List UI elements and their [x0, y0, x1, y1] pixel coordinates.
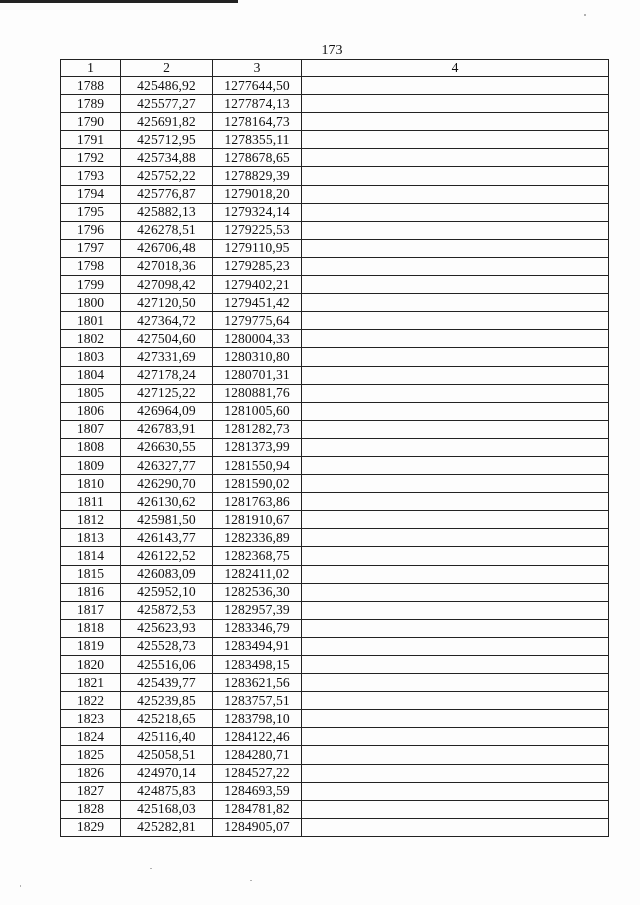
table-body: [61, 77, 609, 837]
table-row: [61, 493, 609, 511]
table-cell-col-2: 427178,24: [121, 366, 213, 384]
table-cell-col-4: [302, 402, 609, 420]
table-row: [61, 185, 609, 203]
table-cell-col-4: [302, 818, 609, 836]
table-cell-col-1: 1815: [61, 565, 121, 583]
table-cell-col-4: [302, 710, 609, 728]
table-cell-col-3: 1283346,79: [213, 619, 302, 637]
table-cell-col-4: [302, 565, 609, 583]
table-cell-col-3: 1280004,33: [213, 330, 302, 348]
table-cell-col-2: 425981,50: [121, 511, 213, 529]
scan-speck: [250, 880, 252, 881]
table-cell-col-3: 1279018,20: [213, 185, 302, 203]
table-cell-col-2: 425623,93: [121, 619, 213, 637]
table-row: [61, 203, 609, 221]
table-cell-col-2: 425577,27: [121, 95, 213, 113]
table-cell-col-2: 425734,88: [121, 149, 213, 167]
table-cell-col-1: 1808: [61, 438, 121, 456]
table-cell-col-4: [302, 185, 609, 203]
table-cell-col-3: 1280310,80: [213, 348, 302, 366]
table-cell-col-3: 1281590,02: [213, 475, 302, 493]
table-cell-col-2: 426083,09: [121, 565, 213, 583]
table-cell-col-1: 1803: [61, 348, 121, 366]
table-cell-col-4: [302, 294, 609, 312]
table-cell-col-4: [302, 511, 609, 529]
table-cell-col-4: [302, 583, 609, 601]
table-cell-col-3: 1278355,11: [213, 131, 302, 149]
table-cell-col-1: 1802: [61, 330, 121, 348]
table-cell-col-4: [302, 475, 609, 493]
table-cell-col-4: [302, 493, 609, 511]
table-cell-col-4: [302, 366, 609, 384]
table-cell-col-3: 1282368,75: [213, 547, 302, 565]
table-cell-col-3: 1283757,51: [213, 692, 302, 710]
table-cell-col-3: 1284905,07: [213, 818, 302, 836]
table-cell-col-1: 1818: [61, 619, 121, 637]
column-header: 1: [61, 60, 121, 77]
table-row: [61, 674, 609, 692]
table-cell-col-2: 424875,83: [121, 782, 213, 800]
table-row: [61, 167, 609, 185]
table-cell-col-3: 1278164,73: [213, 113, 302, 131]
table-cell-col-4: [302, 746, 609, 764]
table-row: [61, 348, 609, 366]
table-cell-col-2: 425439,77: [121, 674, 213, 692]
table-cell-col-4: [302, 619, 609, 637]
table-cell-col-3: 1279775,64: [213, 312, 302, 330]
table-row: [61, 456, 609, 474]
table-cell-col-4: [302, 420, 609, 438]
table-cell-col-2: 426706,48: [121, 239, 213, 257]
table-cell-col-2: 425486,92: [121, 77, 213, 95]
table-cell-col-3: 1282411,02: [213, 565, 302, 583]
table-cell-col-2: 425516,06: [121, 656, 213, 674]
table-cell-col-4: [302, 203, 609, 221]
table-row: [61, 420, 609, 438]
table-cell-col-3: 1282536,30: [213, 583, 302, 601]
table-row: [61, 77, 609, 95]
table-cell-col-1: 1790: [61, 113, 121, 131]
table-row: [61, 438, 609, 456]
table-cell-col-3: 1283798,10: [213, 710, 302, 728]
scan-speck: [584, 14, 586, 16]
table-cell-col-3: 1278678,65: [213, 149, 302, 167]
table-cell-col-2: 426290,70: [121, 475, 213, 493]
table-cell-col-2: 426278,51: [121, 221, 213, 239]
table-cell-col-3: 1277874,13: [213, 95, 302, 113]
table-cell-col-4: [302, 547, 609, 565]
table-cell-col-4: [302, 692, 609, 710]
table-cell-col-1: 1807: [61, 420, 121, 438]
table-cell-col-1: 1793: [61, 167, 121, 185]
table-cell-col-3: 1280881,76: [213, 384, 302, 402]
top-border-line: [0, 0, 238, 3]
table-cell-col-2: 426122,52: [121, 547, 213, 565]
table-cell-col-2: 425218,65: [121, 710, 213, 728]
table-row: [61, 529, 609, 547]
table-cell-col-2: 425952,10: [121, 583, 213, 601]
table-cell-col-3: 1277644,50: [213, 77, 302, 95]
table-cell-col-1: 1805: [61, 384, 121, 402]
table-row: [61, 511, 609, 529]
table-cell-col-4: [302, 113, 609, 131]
table-cell-col-3: 1281910,67: [213, 511, 302, 529]
table-header-row: [61, 60, 609, 77]
table-cell-col-1: 1823: [61, 710, 121, 728]
table-cell-col-1: 1824: [61, 728, 121, 746]
table-cell-col-1: 1792: [61, 149, 121, 167]
table-cell-col-2: 426143,77: [121, 529, 213, 547]
table-row: [61, 131, 609, 149]
table-cell-col-2: 427125,22: [121, 384, 213, 402]
table-cell-col-4: [302, 276, 609, 294]
table-row: [61, 149, 609, 167]
table-row: [61, 728, 609, 746]
page-number: 173: [321, 43, 343, 58]
table-row: [61, 113, 609, 131]
table-cell-col-2: 425691,82: [121, 113, 213, 131]
table-cell-col-1: 1812: [61, 511, 121, 529]
table-cell-col-4: [302, 348, 609, 366]
table-cell-col-2: 425776,87: [121, 185, 213, 203]
scan-speck: [20, 885, 21, 887]
table-cell-col-1: 1797: [61, 239, 121, 257]
table-cell-col-1: 1791: [61, 131, 121, 149]
table-cell-col-4: [302, 782, 609, 800]
table-cell-col-2: 425239,85: [121, 692, 213, 710]
table-cell-col-3: 1281282,73: [213, 420, 302, 438]
table-cell-col-3: 1284527,22: [213, 764, 302, 782]
table-cell-col-1: 1825: [61, 746, 121, 764]
table-cell-col-2: 425168,03: [121, 800, 213, 818]
table-row: [61, 239, 609, 257]
table-cell-col-4: [302, 95, 609, 113]
table-row: [61, 800, 609, 818]
table-cell-col-3: 1282957,39: [213, 601, 302, 619]
coordinates-table: [60, 59, 609, 837]
table-cell-col-2: 425752,22: [121, 167, 213, 185]
table-cell-col-4: [302, 257, 609, 275]
table-cell-col-1: 1795: [61, 203, 121, 221]
table-cell-col-3: 1284781,82: [213, 800, 302, 818]
table-cell-col-1: 1819: [61, 637, 121, 655]
table-row: [61, 95, 609, 113]
column-header: 3: [213, 60, 302, 77]
table-row: [61, 782, 609, 800]
table-cell-col-1: 1800: [61, 294, 121, 312]
table-cell-col-3: 1284122,46: [213, 728, 302, 746]
table-cell-col-4: [302, 637, 609, 655]
table-cell-col-4: [302, 438, 609, 456]
table-cell-col-2: 426783,91: [121, 420, 213, 438]
scan-speck: [150, 868, 152, 869]
table-row: [61, 710, 609, 728]
table-cell-col-1: 1801: [61, 312, 121, 330]
table-cell-col-3: 1283494,91: [213, 637, 302, 655]
table-row: [61, 818, 609, 836]
table-cell-col-1: 1806: [61, 402, 121, 420]
table-row: [61, 764, 609, 782]
table-row: [61, 583, 609, 601]
table-cell-col-4: [302, 800, 609, 818]
table-row: [61, 312, 609, 330]
table-cell-col-4: [302, 77, 609, 95]
table-cell-col-2: 425712,95: [121, 131, 213, 149]
table-cell-col-1: 1811: [61, 493, 121, 511]
table-cell-col-1: 1827: [61, 782, 121, 800]
table-cell-col-3: 1280701,31: [213, 366, 302, 384]
table-cell-col-1: 1826: [61, 764, 121, 782]
table-cell-col-1: 1816: [61, 583, 121, 601]
table-cell-col-4: [302, 601, 609, 619]
table-row: [61, 601, 609, 619]
table-cell-col-2: 425882,13: [121, 203, 213, 221]
table-cell-col-4: [302, 221, 609, 239]
table-cell-col-3: 1283621,56: [213, 674, 302, 692]
table-cell-col-1: 1789: [61, 95, 121, 113]
column-header: 4: [302, 60, 609, 77]
table-cell-col-2: 425872,53: [121, 601, 213, 619]
table-cell-col-1: 1817: [61, 601, 121, 619]
table-cell-col-2: 427018,36: [121, 257, 213, 275]
table-cell-col-3: 1279225,53: [213, 221, 302, 239]
table-cell-col-2: 427120,50: [121, 294, 213, 312]
table-cell-col-3: 1279402,21: [213, 276, 302, 294]
table-cell-col-4: [302, 764, 609, 782]
table-cell-col-2: 426630,55: [121, 438, 213, 456]
table-cell-col-1: 1821: [61, 674, 121, 692]
table-cell-col-3: 1279324,14: [213, 203, 302, 221]
table-cell-col-2: 427098,42: [121, 276, 213, 294]
table-cell-col-1: 1810: [61, 475, 121, 493]
table-cell-col-2: 424970,14: [121, 764, 213, 782]
column-header: 2: [121, 60, 213, 77]
table-cell-col-2: 427331,69: [121, 348, 213, 366]
table-row: [61, 257, 609, 275]
table-cell-col-3: 1282336,89: [213, 529, 302, 547]
table-cell-col-2: 425528,73: [121, 637, 213, 655]
table-cell-col-3: 1284280,71: [213, 746, 302, 764]
table-cell-col-4: [302, 674, 609, 692]
table-cell-col-1: 1822: [61, 692, 121, 710]
table-row: [61, 619, 609, 637]
table-cell-col-1: 1813: [61, 529, 121, 547]
table-row: [61, 746, 609, 764]
table-cell-col-4: [302, 131, 609, 149]
table-cell-col-2: 425116,40: [121, 728, 213, 746]
table-cell-col-4: [302, 239, 609, 257]
table-cell-col-3: 1279451,42: [213, 294, 302, 312]
table-row: [61, 637, 609, 655]
table-cell-col-4: [302, 330, 609, 348]
table-row: [61, 366, 609, 384]
table-row: [61, 547, 609, 565]
table-cell-col-4: [302, 149, 609, 167]
table-cell-col-1: 1804: [61, 366, 121, 384]
table-cell-col-3: 1284693,59: [213, 782, 302, 800]
table-row: [61, 330, 609, 348]
table-row: [61, 294, 609, 312]
table-cell-col-4: [302, 167, 609, 185]
table-cell-col-2: 427364,72: [121, 312, 213, 330]
table-row: [61, 692, 609, 710]
table-row: [61, 565, 609, 583]
table-cell-col-1: 1799: [61, 276, 121, 294]
table-cell-col-2: 426327,77: [121, 456, 213, 474]
table-row: [61, 656, 609, 674]
table-cell-col-3: 1283498,15: [213, 656, 302, 674]
table-cell-col-1: 1794: [61, 185, 121, 203]
table-cell-col-3: 1278829,39: [213, 167, 302, 185]
table-cell-col-1: 1828: [61, 800, 121, 818]
table-cell-col-1: 1820: [61, 656, 121, 674]
table-cell-col-3: 1281005,60: [213, 402, 302, 420]
table-cell-col-1: 1809: [61, 456, 121, 474]
table-cell-col-2: 425282,81: [121, 818, 213, 836]
table-cell-col-2: 427504,60: [121, 330, 213, 348]
table-cell-col-1: 1814: [61, 547, 121, 565]
table-row: [61, 276, 609, 294]
table-cell-col-1: 1796: [61, 221, 121, 239]
table-cell-col-4: [302, 656, 609, 674]
table-cell-col-4: [302, 456, 609, 474]
table-cell-col-3: 1281763,86: [213, 493, 302, 511]
table-cell-col-3: 1279285,23: [213, 257, 302, 275]
table-row: [61, 221, 609, 239]
table-cell-col-4: [302, 312, 609, 330]
table-cell-col-4: [302, 529, 609, 547]
table-cell-col-3: 1279110,95: [213, 239, 302, 257]
table-row: [61, 402, 609, 420]
table-cell-col-2: 425058,51: [121, 746, 213, 764]
table-cell-col-4: [302, 384, 609, 402]
table-row: [61, 475, 609, 493]
table-cell-col-1: 1798: [61, 257, 121, 275]
table-cell-col-3: 1281373,99: [213, 438, 302, 456]
table-cell-col-4: [302, 728, 609, 746]
table-cell-col-1: 1829: [61, 818, 121, 836]
table-cell-col-2: 426964,09: [121, 402, 213, 420]
table-cell-col-1: 1788: [61, 77, 121, 95]
table-cell-col-2: 426130,62: [121, 493, 213, 511]
table-cell-col-3: 1281550,94: [213, 456, 302, 474]
table-row: [61, 384, 609, 402]
